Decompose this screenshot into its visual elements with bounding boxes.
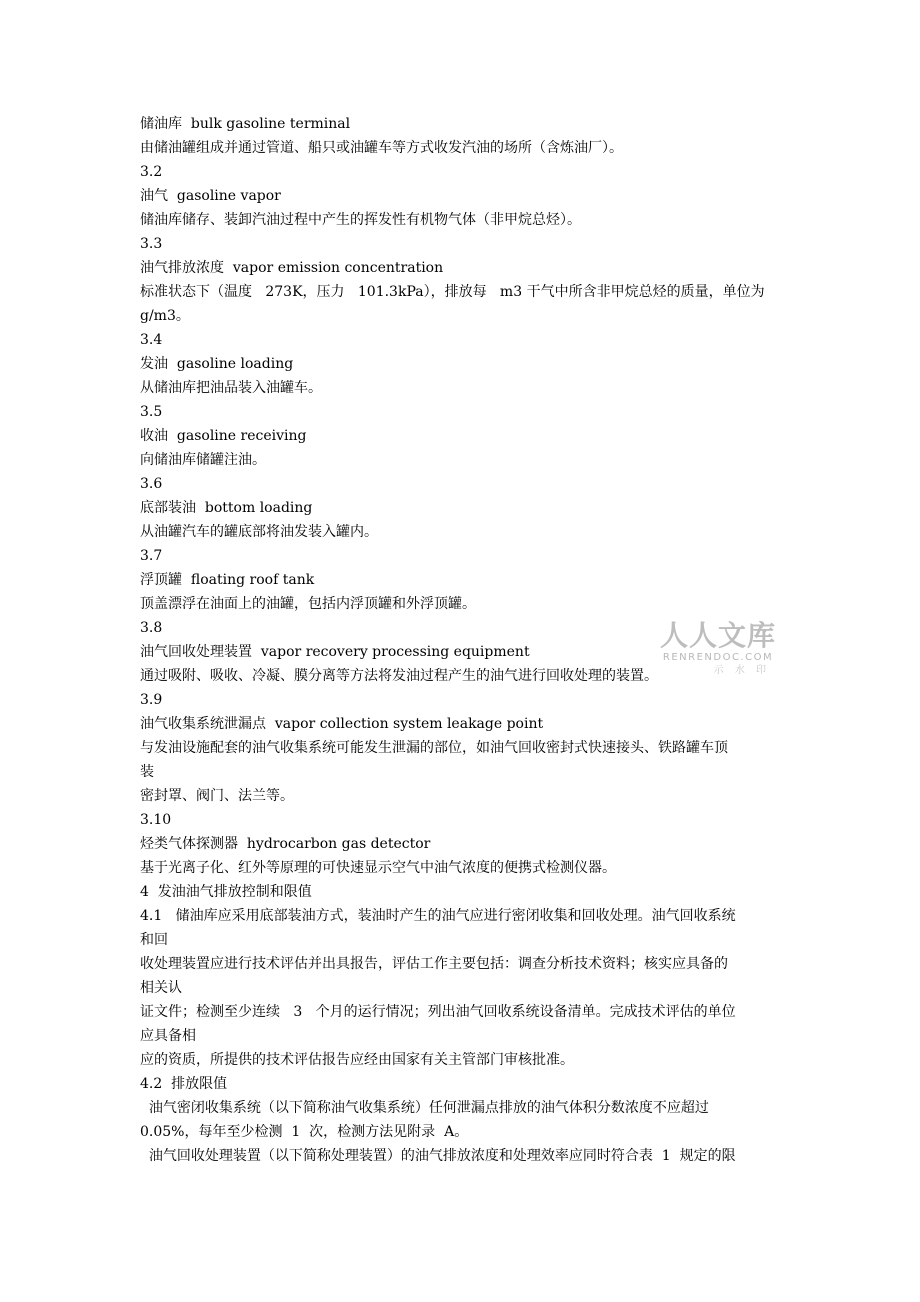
section-number: 3.9: [140, 692, 163, 708]
section-number: 3.3: [140, 236, 163, 252]
text-line: 顶盖漂浮在油面上的油罐，包括内浮顶罐和外浮顶罐。: [140, 596, 476, 612]
text-line: 通过吸附、吸收、冷凝、膜分离等方法将发油过程产生的油气进行回收处理的装置。: [140, 668, 658, 684]
text-line: 向储油库储罐注油。: [140, 452, 266, 468]
section-number: 3.8: [140, 620, 163, 636]
text-line: 从油罐汽车的罐底部将油发装入罐内。: [140, 524, 378, 540]
term-heading: 发油 gasoline loading: [140, 356, 294, 372]
text-line: 收处理装置应进行技术评估并出具报告，评估工作主要包括：调查分析技术资料；核实应具备的: [140, 956, 728, 972]
text-line: 由储油罐组成并通过管道、船只或油罐车等方式收发汽油的场所（含炼油厂）。: [140, 140, 623, 156]
text-line: 4.1 储油库应采用底部装油方式，装油时产生的油气应进行密闭收集和回收处理。油气回收系统: [140, 908, 736, 924]
text-line: 标准状态下（温度 273K，压力 101.3kPa），排放每 m3 干气中所含非甲烷总烃的质量，单位为: [140, 284, 765, 300]
text-line: 应的资质，所提供的技术评估报告应经由国家有关主管部门审核批准。: [140, 1052, 574, 1068]
text-line: 储油库储存、装卸汽油过程中产生的挥发性有机物气体（非甲烷总烃）。: [140, 212, 581, 228]
section-number: 3.4: [140, 332, 163, 348]
section-number: 3.2: [140, 164, 163, 180]
term-heading: 油气收集系统泄漏点 vapor collection system leakage point: [140, 716, 544, 732]
text-line: 证文件；检测至少连续 3 个月的运行情况；列出油气回收系统设备清单。完成技术评估的单位: [140, 1004, 736, 1020]
text-line: 油气回收处理装置（以下简称处理装置）的油气排放浓度和处理效率应同时符合表 1 规定的限: [140, 1148, 736, 1164]
text-line: g/m3。: [140, 308, 190, 324]
watermark-domain: RENRENDOC.COM: [662, 652, 774, 663]
term-heading: 油气回收处理装置 vapor recovery processing equipment: [140, 644, 530, 660]
term-heading: 浮顶罐 floating roof tank: [140, 572, 315, 588]
text-line: 储油库 bulk gasoline terminal: [140, 116, 351, 132]
section-number: 3.5: [140, 404, 163, 420]
text-line: 基于光离子化、红外等原理的可快速显示空气中油气浓度的便携式检测仪器。: [140, 860, 616, 876]
term-heading: 油气 gasoline vapor: [140, 188, 281, 204]
section-number: 3.10: [140, 812, 172, 828]
text-line: 油气密闭收集系统（以下简称油气收集系统）任何泄漏点排放的油气体积分数浓度不应超过: [140, 1100, 709, 1116]
text-line: 从储油库把油品装入油罐车。: [140, 380, 322, 396]
term-heading: 油气排放浓度 vapor emission concentration: [140, 260, 444, 276]
watermark-logo-text: 人人文库: [659, 619, 776, 652]
subsection-heading: 4.2 排放限值: [140, 1076, 228, 1092]
term-heading: 收油 gasoline receiving: [140, 428, 307, 444]
text-line: 密封罩、阀门、法兰等。: [140, 788, 294, 804]
section-number: 3.7: [140, 548, 163, 564]
term-heading: 烃类气体探测器 hydrocarbon gas detector: [140, 836, 431, 852]
term-heading: 底部装油 bottom loading: [140, 500, 313, 516]
text-line: 相关认: [140, 980, 182, 996]
text-line: 和回: [140, 932, 168, 948]
text-line: 装: [140, 764, 154, 780]
section-number: 3.6: [140, 476, 163, 492]
watermark-tag: 示 水 印: [713, 665, 770, 676]
text-line: 应具备相: [140, 1028, 196, 1044]
document-body: [140, 112, 830, 1168]
chapter-heading: 4 发油油气排放控制和限值: [140, 884, 312, 900]
text-line: 与发油设施配套的油气收集系统可能发生泄漏的部位，如油气回收密封式快速接头、铁路罐车顶: [140, 740, 728, 756]
text-line: 0.05%，每年至少检测 1 次，检测方法见附录 A。: [140, 1124, 469, 1140]
